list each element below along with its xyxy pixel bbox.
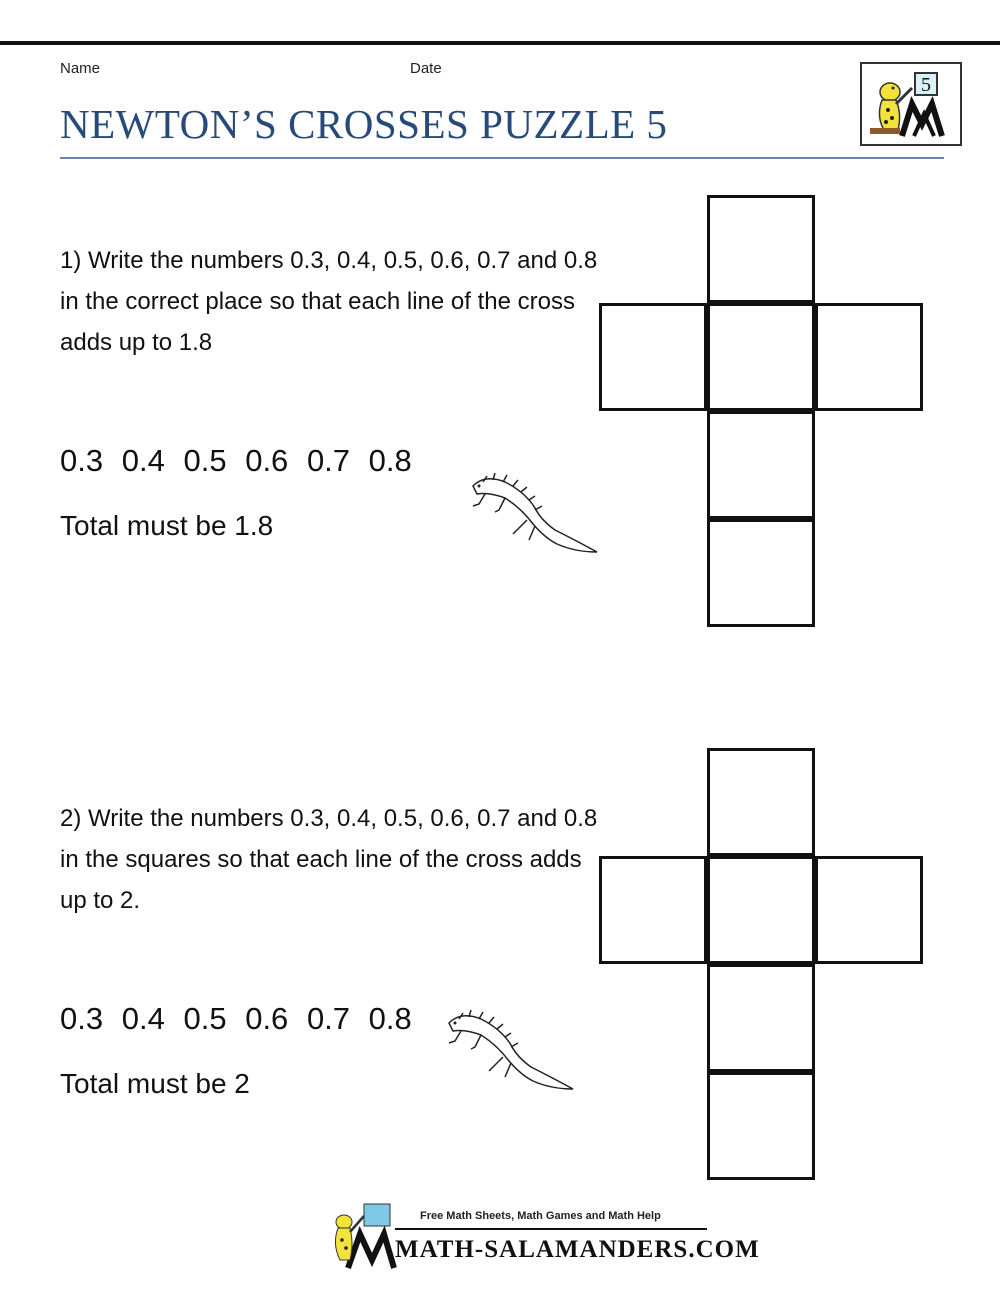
number-tile: 0.7 xyxy=(306,1001,351,1036)
cross-square[interactable] xyxy=(815,303,923,411)
cross-square[interactable] xyxy=(707,748,815,856)
number-tile: 0.6 xyxy=(245,1001,289,1036)
name-label: Name xyxy=(60,60,101,77)
page-title: NEWTON’S CROSSES PUZZLE 5 xyxy=(60,101,668,147)
puzzle-1-cross-grid xyxy=(599,195,924,627)
puzzle-2-number-list xyxy=(60,1001,422,1037)
salamander-logo-icon xyxy=(862,64,960,144)
title-underline xyxy=(60,157,944,159)
puzzle-1-instruction: 1) Write the numbers 0.3, 0.4, 0.5, 0.6, 0.7 and 0.8 in the correct place so that each line of the cross adds up to 1.8 xyxy=(60,247,598,356)
cross-square[interactable] xyxy=(707,519,815,627)
number-tile: 0.5 xyxy=(183,443,227,478)
footer-salamander-logo-icon xyxy=(328,1200,398,1272)
footer-tagline: Free Math Sheets, Math Games and Math Help xyxy=(420,1210,661,1222)
number-tile: 0.6 xyxy=(245,443,289,478)
puzzle-1-number-list xyxy=(60,443,422,479)
number-tile: 0.3 xyxy=(60,443,104,478)
salamander-icon xyxy=(465,468,600,558)
number-tile: 0.5 xyxy=(183,1001,227,1036)
number-tile: 0.8 xyxy=(368,443,412,478)
cross-square[interactable] xyxy=(599,303,707,411)
cross-square[interactable] xyxy=(707,411,815,519)
cross-square[interactable] xyxy=(815,856,923,964)
cross-square[interactable] xyxy=(707,195,815,303)
cross-square[interactable] xyxy=(599,856,707,964)
number-tile: 0.3 xyxy=(60,1001,104,1036)
number-tile: 0.4 xyxy=(121,1001,165,1036)
number-tile: 0.7 xyxy=(306,443,351,478)
date-label: Date xyxy=(410,60,442,77)
cross-square[interactable] xyxy=(707,964,815,1072)
grade-badge: 5 xyxy=(914,72,938,96)
grade-logo xyxy=(860,62,962,146)
puzzle-1-total: Total must be 1.8 xyxy=(60,510,274,541)
number-tile: 0.4 xyxy=(121,443,165,478)
top-rule xyxy=(0,41,1000,45)
cross-square[interactable] xyxy=(707,856,815,964)
salamander-icon xyxy=(441,1005,576,1095)
puzzle-2-cross-grid xyxy=(599,748,924,1180)
cross-square[interactable] xyxy=(707,1072,815,1180)
puzzle-2-total: Total must be 2 xyxy=(60,1068,250,1099)
number-tile: 0.8 xyxy=(368,1001,412,1036)
footer-rule xyxy=(395,1228,707,1230)
cross-square[interactable] xyxy=(707,303,815,411)
footer-site-name: MATH-SALAMANDERS.COM xyxy=(395,1236,760,1263)
puzzle-2-instruction: 2) Write the numbers 0.3, 0.4, 0.5, 0.6, 0.7 and 0.8 in the squares so that each line of the cross adds up to 2. xyxy=(60,805,598,914)
